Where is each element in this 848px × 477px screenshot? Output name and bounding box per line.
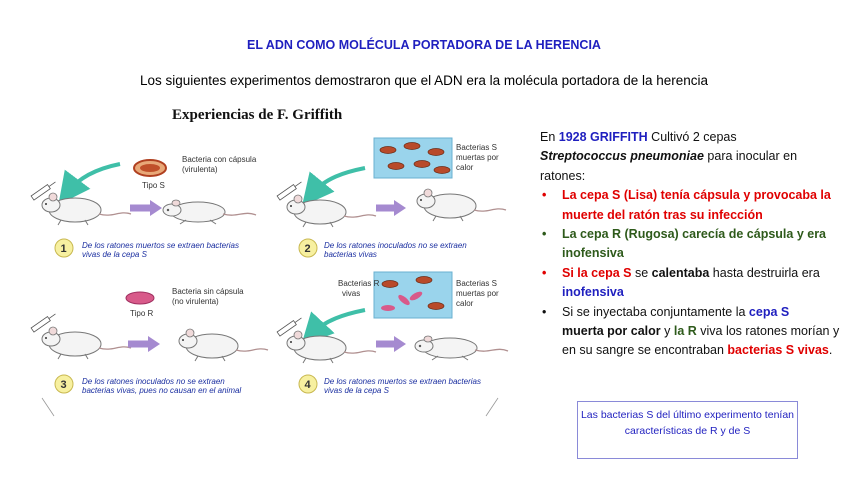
mouse-icon (417, 189, 506, 221)
page-title: EL ADN COMO MOLÉCULA PORTADORA DE LA HERENCIA (247, 38, 601, 52)
page-subtitle: Los siguientes experimentos demostraron que el ADN era la molécula portadora de la herencia (139, 73, 709, 88)
mouse-icon (179, 329, 268, 361)
no-capsule-bacteria-icon (126, 292, 154, 304)
dead-mouse-icon (415, 336, 508, 360)
note-box: Las bacterias S del último experimento tenían características de R y de S (577, 401, 798, 459)
list-item: • La cepa S (Lisa) tenía cápsula y provocaba la muerte del ratón tras su infección (542, 188, 831, 222)
panel-1-caption-b: vivas de la cepa S (82, 250, 147, 259)
panel-4-label-s-a: Bacterias S (456, 279, 497, 288)
griffith-figure (20, 100, 520, 430)
panel-1 (31, 155, 257, 259)
panel-3 (31, 287, 268, 395)
panel-2-caption-b: bacterias vivas (324, 250, 377, 259)
panel-1-caption-a: De los ratones muertos se extraen bacterias (82, 241, 239, 250)
panel-3-caption-b: bacterias vivas, pues no causan en el animal (82, 386, 242, 395)
panel-1-strain: Tipo S (142, 181, 165, 190)
figure-title: Experiencias de F. Griffith (172, 107, 343, 123)
intro-paragraph: En 1928 GRIFFITH Cultivó 2 cepas Streptococcus pneumoniae para inocular en ratones: (540, 130, 798, 183)
step-1-number: 1 (60, 243, 67, 255)
teal-arrow-icon (312, 310, 365, 334)
list-item: • La cepa R (Rugosa) carecía de cápsula y era inofensiva (542, 227, 827, 261)
panel-3-caption-a: De los ratones inoculados no se extraen (82, 377, 225, 386)
explanation-text (540, 128, 840, 361)
mouse-icon (287, 195, 376, 227)
panel-4-caption-b: vivas de la cepa S (324, 386, 389, 395)
mouse-icon (42, 327, 131, 359)
species-name: Streptococcus pneumoniae (540, 149, 704, 164)
panel-2-label-c: calor (456, 163, 474, 172)
panel-2 (277, 138, 506, 259)
panel-3-label-b: (no virulenta) (172, 297, 219, 306)
panel-2-caption-a: De los ratones inoculados no se extraen (324, 241, 467, 250)
panel-3-strain: Tipo R (130, 309, 154, 318)
mouse-icon (42, 193, 131, 225)
dead-mouse-icon (163, 200, 256, 224)
list-item: • Si la cepa S se calentaba hasta destruirla era inofensiva (542, 265, 820, 300)
panel-4-caption-a: De los ratones muertos se extraen bacterias (324, 377, 481, 386)
panel-4-label-s-b: muertas por (456, 289, 499, 298)
teal-arrow-icon (312, 168, 365, 194)
panel-4-label-r-b: vivas (342, 289, 361, 298)
panel-4-label-s-c: calor (456, 299, 474, 308)
panel-3-label-a: Bacteria sin cápsula (172, 287, 244, 296)
year-griffith: 1928 GRIFFITH (558, 130, 648, 144)
panel-2-label-b: muertas por (456, 153, 499, 162)
step-2-number: 2 (304, 243, 311, 255)
step-3-number: 3 (60, 379, 67, 391)
step-4-number: 4 (304, 379, 311, 391)
teal-arrow-icon (68, 164, 120, 192)
panel-1-label-a: Bacteria con cápsula (182, 155, 257, 164)
panel-2-label-a: Bacterias S (456, 143, 497, 152)
mouse-icon (287, 331, 376, 363)
panel-4-label-r-a: Bacterias R (338, 279, 380, 288)
panel-4 (277, 272, 508, 395)
list-item: • Si se inyectaba conjuntamente la cepa S muerta por calor y la R viva los ratones morían y en su sangre se encontraban bacterias S vivas. (542, 304, 840, 358)
findings-list (540, 186, 840, 361)
panel-1-label-b: (virulenta) (182, 165, 218, 174)
